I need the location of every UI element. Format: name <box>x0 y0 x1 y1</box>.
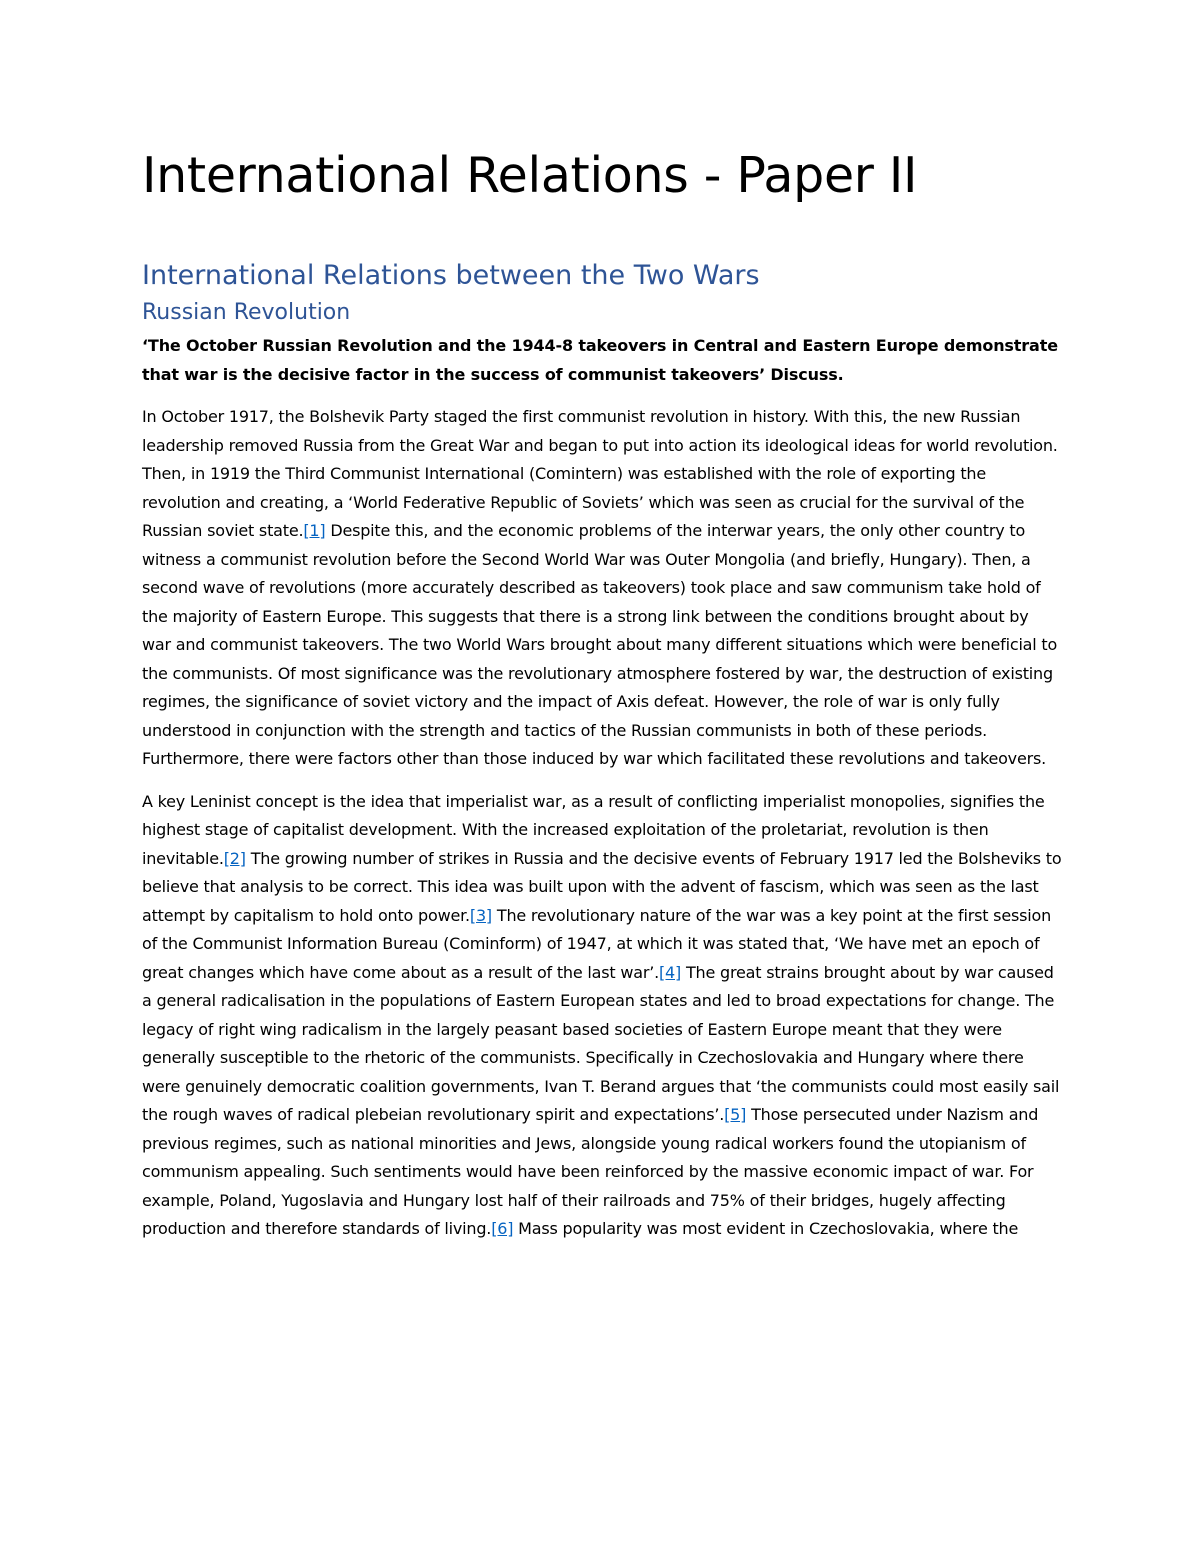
section-heading: International Relations between the Two Wars <box>142 260 760 291</box>
paragraph-text: The great strains brought about by war caused a general radicalisation in the populations of Eastern European states and led to broad expectations for change. The legacy of right wing radicalism in the largely peasant based societies of Eastern Europe meant that they were generally susceptible to the rhetoric of the communists. Specifically in Czechoslovakia and Hungary where there were genuinely democratic coalition governments, Ivan T. Berand argues that ‘the communists could most easily sail the rough waves of radical plebeian revolutionary spirit and expectations’. <box>142 962 1060 1124</box>
paragraph-text: Those persecuted under Nazism and previous regimes, such as national minorities and Jews, alongside young radical workers found the utopianism of communism appealing. Such sentiments would have been reinforced by the massive economic impact of war. For example, Poland, Yugoslavia and Hungary lost half of their railroads and 75% of their bridges, hugely affecting production and therefore standards of living. <box>142 1105 1039 1238</box>
essay-question: ‘The October Russian Revolution and the 1944-8 takeovers in Central and Eastern Europe demonstrate that war is the decisive factor in the success of communist takeovers’ Discuss. <box>142 336 1058 384</box>
footnote-link[interactable]: [1] <box>303 521 326 540</box>
paragraph-text: A key Leninist concept is the idea that imperialist war, as a result of conflicting imperialist monopolies, signifies the highest stage of capitalist development. With the increased exploitation of the proletariat, revolution is then inevitable. <box>142 791 1045 868</box>
footnote-link[interactable]: [5] <box>724 1105 747 1124</box>
body-paragraph <box>142 403 1062 774</box>
footnote-link[interactable]: [2] <box>223 848 246 868</box>
paragraph-text: The growing number of strikes in Russia and the decisive events of February 1917 led the Bolsheviks to believe that analysis to be correct. This idea was built upon with the advent of fascism, which was seen as the last attempt by capitalism to hold onto power. <box>142 848 1062 925</box>
subsection-heading: Russian Revolution <box>142 300 351 325</box>
body-text <box>142 403 1062 1244</box>
footnote-link[interactable]: [4] <box>659 962 682 982</box>
footnote-link[interactable]: [3] <box>469 905 492 925</box>
footnote-link[interactable]: [6] <box>491 1219 514 1238</box>
paragraph-text: Despite this, and the economic problems of the interwar years, the only other country to witness a communist revolution before the Second World War was Outer Mongolia (and briefly, Hungary). Then, a second wave of revolutions (more accurately described as takeovers) took place and saw communism take hold of the majority of Eastern Europe. This suggests that there is a strong link between the conditions brought about by war and communist takeovers. The two World Wars brought about many different situations which were beneficial to the communists. Of most significance was the revolutionary atmosphere fostered by war, the destruction of existing regimes, the significance of soviet victory and the impact of Axis defeat. However, the role of war is only fully understood in conjunction with the strength and tactics of the Russian communists in both of these periods. Furthermore, there were factors other than those induced by war which facilitated these revolutions and takeovers. <box>142 521 1058 768</box>
paragraph-text: In October 1917, the Bolshevik Party staged the first communist revolution in history. With this, the new Russian leadership removed Russia from the Great War and began to put into action its ideological ideas for world revolution. Then, in 1919 the Third Communist International (Comintern) was established with the role of exporting the revolution and creating, a ‘World Federative Republic of Soviets’ which was seen as crucial for the survival of the Russian soviet state. <box>142 407 1058 540</box>
paragraph-text: The revolutionary nature of the war was a key point at the first session of the Communist Information Bureau (Cominform) of 1947, at which it was stated that, ‘We have met an epoch of great changes which have come about as a result of the last war’. <box>142 905 1052 982</box>
paragraph-text: Mass popularity was most evident in Czechoslovakia, where the <box>513 1219 1019 1238</box>
document-page <box>142 138 1062 1258</box>
body-paragraph <box>142 788 1062 1244</box>
document-title: International Relations - Paper II <box>142 147 918 204</box>
